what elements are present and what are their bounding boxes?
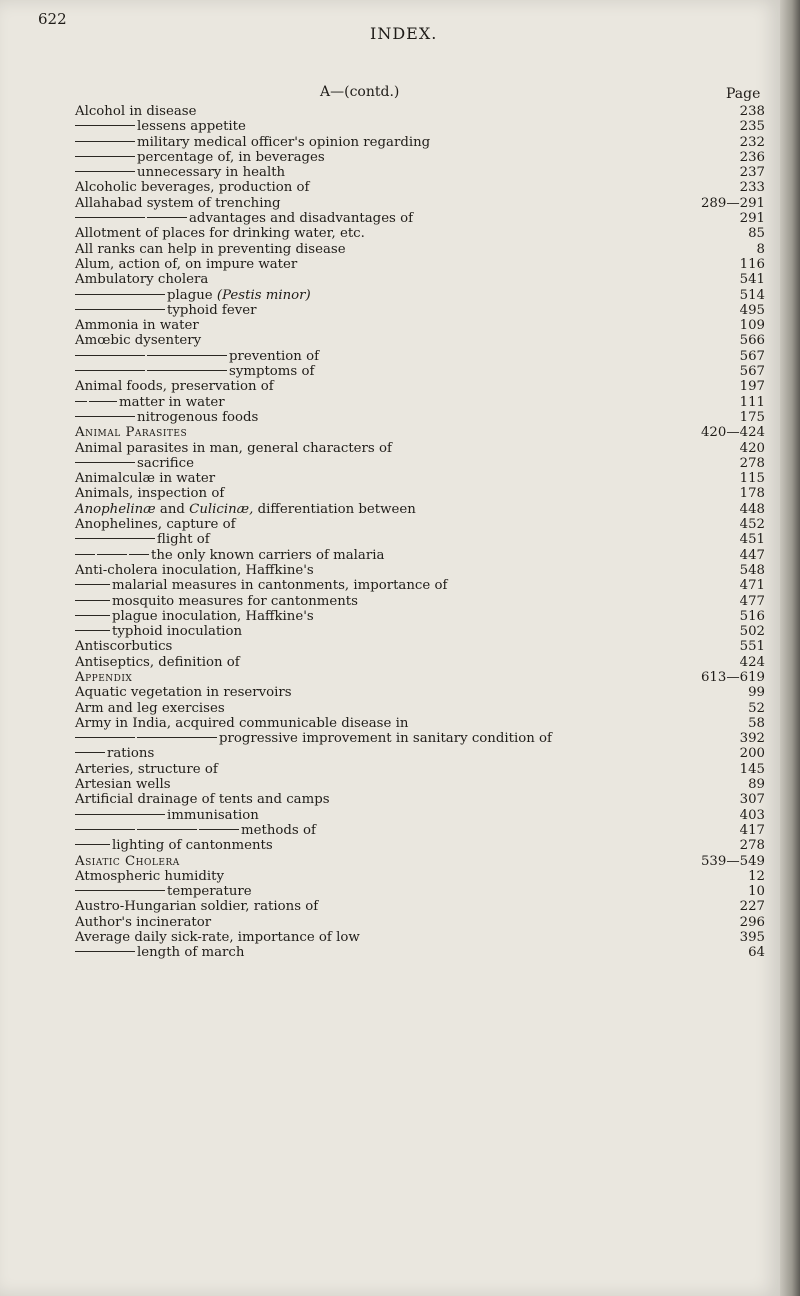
entry-page-ref: 291: [739, 211, 765, 227]
index-entry: [75, 578, 765, 593]
entry-label: Antiscorbutics: [75, 639, 173, 655]
entry-label: Animal parasites in man, general characters of: [75, 440, 392, 456]
index-entry: [75, 869, 765, 884]
entry-label: length of march: [137, 945, 245, 961]
entry-page-ref: 58: [748, 715, 765, 731]
index-entry: [75, 180, 765, 195]
continuation-dash: [75, 309, 165, 310]
index-entry: [75, 410, 765, 425]
index-entry: [75, 257, 765, 272]
entry-text: [75, 945, 244, 960]
entry-text: [75, 303, 256, 318]
entry-page-ref: 236: [739, 149, 765, 165]
entry-text: [75, 425, 187, 440]
entry-label: Austro-Hungarian soldier, rations of: [75, 899, 319, 915]
index-entry: [75, 211, 765, 226]
entry-page-ref: 613—619: [700, 669, 765, 685]
entry-text: [75, 823, 316, 838]
entry-page-ref: 420—424: [700, 425, 765, 441]
entry-page-ref: 495: [739, 302, 765, 318]
continuation-dash: [75, 829, 135, 830]
entry-text: [75, 486, 224, 501]
entry-text: [75, 777, 171, 792]
entry-label: Animal foods, preservation of: [75, 379, 274, 395]
entry-label: Aquatic vegetation in reservoirs: [75, 685, 292, 701]
entry-text: [75, 395, 225, 410]
entry-text: [75, 471, 215, 486]
continuation-dash: [75, 156, 135, 157]
entry-label: All ranks can help in preventing disease: [75, 241, 346, 257]
entry-page-ref: 548: [739, 562, 765, 578]
page-column-heading: Page: [726, 86, 761, 102]
entry-label: progressive improvement in sanitary condition of: [219, 731, 552, 747]
entry-text: [75, 502, 416, 517]
entry-label: Atmospheric humidity: [75, 868, 224, 884]
entry-page-ref: 237: [739, 165, 765, 181]
index-entry: [75, 899, 765, 914]
entry-page-ref: 278: [739, 838, 765, 854]
index-entry: [75, 884, 765, 899]
index-entry: [75, 288, 765, 303]
entry-text: [75, 257, 297, 272]
entry-text: [75, 441, 392, 456]
index-entry: [75, 731, 765, 746]
index-entry: [75, 716, 765, 731]
index-entry: [75, 303, 765, 318]
continuation-dash: [147, 355, 227, 356]
index-entry: [75, 563, 765, 578]
entry-text: [75, 930, 360, 945]
entry-page-ref: 278: [739, 455, 765, 471]
index-entry: [75, 594, 765, 609]
index-entry: [75, 135, 765, 150]
entry-text: [75, 884, 252, 899]
continuation-dash: [75, 600, 110, 601]
index-entry: [75, 685, 765, 700]
entry-page-ref: 111: [739, 394, 765, 410]
entry-text: [75, 899, 318, 914]
entry-page-ref: 145: [739, 761, 765, 777]
entry-page-ref: 551: [739, 639, 765, 655]
entry-page-ref: 64: [748, 945, 765, 961]
entry-text: [75, 701, 225, 716]
entry-page-ref: 232: [739, 134, 765, 150]
index-entry: [75, 471, 765, 486]
entry-label: and: [159, 501, 185, 517]
entry-page-ref: 227: [739, 899, 765, 915]
entry-page-ref: 197: [739, 379, 765, 395]
entry-text: [75, 731, 552, 746]
page-edge: [780, 0, 800, 1296]
entry-label: percentage of, in beverages: [137, 149, 325, 165]
continuation-dash: [137, 829, 197, 830]
entry-page-ref: 178: [739, 486, 765, 502]
index-entry: [75, 808, 765, 823]
index-entry: [75, 517, 765, 532]
continuation-dash: [199, 829, 239, 830]
index-entry: [75, 150, 765, 165]
entry-label: lighting of cantonments: [112, 838, 273, 854]
index-entry: [75, 333, 765, 348]
entry-text: [75, 364, 314, 379]
entry-text: [75, 594, 358, 609]
entry-label: Author's incinerator: [75, 914, 212, 930]
index-entries: [75, 104, 765, 961]
entry-text: [75, 135, 430, 150]
entry-text: [75, 655, 240, 670]
index-entry: [75, 104, 765, 119]
entry-text: [75, 578, 447, 593]
entry-page-ref: 99: [748, 685, 765, 701]
entry-label: malarial measures in cantonments, importance of: [112, 578, 448, 594]
index-entry: [75, 318, 765, 333]
continuation-dash: [89, 401, 117, 402]
entry-text: [75, 624, 242, 639]
index-entry: [75, 945, 765, 960]
entry-page-ref: 541: [739, 272, 765, 288]
entry-page-ref: 12: [748, 868, 765, 884]
index-entry: [75, 762, 765, 777]
entry-text: [75, 180, 309, 195]
entry-text: [75, 548, 384, 563]
index-entry: [75, 425, 765, 440]
entry-text: [75, 762, 218, 777]
continuation-dash: [75, 615, 110, 616]
index-entry: [75, 915, 765, 930]
entry-label: temperature: [167, 884, 252, 900]
entry-page-ref: 451: [739, 532, 765, 548]
entry-text: [75, 563, 314, 578]
entry-page-ref: 89: [748, 777, 765, 793]
entry-label: prevention of: [229, 348, 320, 364]
continuation-dash: [75, 217, 145, 218]
entry-text: [75, 272, 208, 287]
entry-label: Alum, action of, on impure water: [75, 256, 298, 272]
entry-page-ref: 477: [739, 593, 765, 609]
entry-label: Antiseptics, definition of: [75, 654, 240, 670]
entry-label: Appendix: [75, 669, 133, 685]
continuation-dash: [75, 844, 110, 845]
entry-label-cont: differentiation between: [257, 501, 416, 517]
continuation-dash: [75, 141, 135, 142]
entry-label: Anti-cholera inoculation, Haffkine's: [75, 562, 314, 578]
entry-text: [75, 456, 194, 471]
entry-label: Anophelines, capture of: [75, 517, 236, 533]
entry-label: Animal Parasites: [75, 425, 188, 441]
entry-page-ref: 289—291: [700, 195, 765, 211]
entry-page-ref: 235: [739, 119, 765, 135]
index-entry: [75, 670, 765, 685]
entry-text: [75, 639, 172, 654]
entry-page-ref: 471: [739, 578, 765, 594]
continuation-dash: [75, 125, 135, 126]
entry-text: [75, 854, 180, 869]
index-entry: [75, 165, 765, 180]
entry-page-ref: 420: [739, 440, 765, 456]
entry-text: [75, 242, 346, 257]
page-number: 622: [38, 10, 67, 28]
entry-text: [75, 150, 325, 165]
entry-label: plague: [167, 287, 213, 303]
continuation-dash: [75, 355, 145, 356]
entry-page-ref: 566: [739, 333, 765, 349]
entry-label: Artesian wells: [75, 777, 171, 793]
entry-text: [75, 532, 210, 547]
entry-text: [75, 196, 281, 211]
entry-text: [75, 746, 154, 761]
entry-page-ref: 109: [739, 318, 765, 334]
entry-label: advantages and disadvantages of: [189, 211, 414, 227]
entry-label: typhoid inoculation: [112, 624, 243, 640]
index-entry: [75, 196, 765, 211]
entry-label: rations: [107, 746, 155, 762]
entry-label: Arteries, structure of: [75, 761, 218, 777]
index-entry: [75, 242, 765, 257]
entry-text: [75, 792, 330, 807]
entry-label: Ambulatory cholera: [75, 272, 209, 288]
continuation-dash: [75, 630, 110, 631]
index-entry: [75, 441, 765, 456]
index-entry: [75, 532, 765, 547]
index-entry: [75, 655, 765, 670]
index-entry: [75, 777, 765, 792]
entry-label: Animals, inspection of: [75, 486, 225, 502]
continuation-dash: [75, 814, 165, 815]
entry-text: [75, 318, 199, 333]
entry-text: [75, 333, 201, 348]
index-entry: [75, 823, 765, 838]
entry-page-ref: 52: [748, 700, 765, 716]
entry-page-ref: 85: [748, 226, 765, 242]
entry-label: military medical officer's opinion regarding: [137, 134, 431, 150]
entry-page-ref: 417: [739, 822, 765, 838]
entry-label: mosquito measures for cantonments: [112, 593, 358, 609]
continuation-dash: [75, 462, 135, 463]
page-header: INDEX.: [370, 24, 438, 43]
index-entry: [75, 456, 765, 471]
index-entry: [75, 119, 765, 134]
entry-text: [75, 410, 258, 425]
entry-page-ref: 296: [739, 914, 765, 930]
entry-label: Average daily sick-rate, importance of low: [75, 930, 360, 946]
entry-label: Amœbic dysentery: [75, 333, 202, 349]
entry-page-ref: 115: [739, 471, 765, 487]
continuation-dash: [137, 737, 217, 738]
index-entry: [75, 548, 765, 563]
continuation-dash: [75, 890, 165, 891]
entry-page-ref: 392: [739, 731, 765, 747]
entry-label: immunisation: [167, 807, 259, 823]
entry-page-ref: 307: [739, 792, 765, 808]
index-entry: [75, 395, 765, 410]
index-entry: [75, 930, 765, 945]
entry-label: Arm and leg exercises: [75, 700, 225, 716]
entry-text: [75, 211, 413, 226]
entry-label: Artificial drainage of tents and camps: [75, 792, 330, 808]
continuation-dash: [147, 217, 187, 218]
entry-label: unnecessary in health: [137, 165, 286, 181]
entry-text: [75, 915, 211, 930]
index-entry: [75, 349, 765, 364]
entry-label: the only known carriers of malaria: [151, 547, 385, 563]
entry-label: Alcohol in disease: [75, 104, 197, 119]
entry-label: Army in India, acquired communicable disease in: [75, 715, 409, 731]
entry-label: nitrogenous foods: [137, 409, 259, 425]
entry-text: [75, 349, 319, 364]
entry-page-ref: 447: [739, 547, 765, 563]
index-entry: [75, 746, 765, 761]
index-entry: [75, 486, 765, 501]
entry-label: methods of: [241, 822, 316, 838]
continuation-dash: [75, 171, 135, 172]
index-entry: [75, 639, 765, 654]
entry-text: [75, 838, 273, 853]
entry-label: plague inoculation, Haffkine's: [112, 608, 314, 624]
continuation-dash: [75, 584, 110, 585]
continuation-dash: [97, 554, 127, 555]
entry-text: [75, 379, 274, 394]
index-entry: [75, 226, 765, 241]
section-heading: A—(contd.): [320, 84, 400, 100]
entry-text: [75, 670, 132, 685]
entry-label: Asiatic Cholera: [75, 853, 180, 869]
entry-page-ref: 424: [739, 654, 765, 670]
entry-label: symptoms of: [229, 364, 315, 380]
continuation-dash: [129, 554, 149, 555]
entry-label: matter in water: [119, 394, 225, 410]
continuation-dash: [147, 370, 227, 371]
index-entry: [75, 609, 765, 624]
entry-label: flight of: [157, 532, 210, 548]
index-entry: [75, 792, 765, 807]
continuation-dash: [75, 737, 135, 738]
entry-italic: Anophelinæ: [75, 501, 156, 517]
entry-label: typhoid fever: [167, 302, 257, 318]
entry-page-ref: 403: [739, 807, 765, 823]
entry-label: Alcoholic beverages, production of: [75, 180, 310, 196]
entry-label: Animalculæ in water: [75, 471, 216, 487]
entry-page-ref: 567: [739, 348, 765, 364]
entry-page-ref: 8: [756, 241, 765, 257]
entry-text: [75, 226, 365, 241]
continuation-dash: [75, 370, 145, 371]
entry-page-ref: 516: [739, 608, 765, 624]
index-entry: [75, 854, 765, 869]
index-entry: [75, 364, 765, 379]
entry-italic: Culicinæ,: [189, 501, 254, 517]
continuation-dash: [75, 951, 135, 952]
continuation-dash: [75, 538, 155, 539]
entry-page-ref: 514: [739, 287, 765, 303]
entry-page-ref: 395: [739, 930, 765, 946]
entry-text: [75, 119, 246, 134]
entry-text: [75, 685, 292, 700]
entry-page-ref: 175: [739, 409, 765, 425]
index-entry: [75, 701, 765, 716]
entry-page-ref: 539—549: [700, 853, 765, 869]
entry-page-ref: 452: [739, 517, 765, 533]
entry-label: sacrifice: [137, 455, 194, 471]
continuation-dash: [75, 294, 165, 295]
entry-label: lessens appetite: [137, 119, 246, 135]
continuation-dash: [75, 401, 87, 402]
entry-text: [75, 869, 224, 884]
entry-text: [75, 104, 196, 119]
entry-page-ref: 238: [739, 104, 765, 119]
index-entry: [75, 379, 765, 394]
entry-page-ref: 502: [739, 624, 765, 640]
entry-page-ref: 10: [748, 884, 765, 900]
entry-label: Ammonia in water: [75, 318, 199, 334]
continuation-dash: [75, 416, 135, 417]
entry-page-ref: 200: [739, 746, 765, 762]
index-entry: [75, 838, 765, 853]
entry-text: [75, 517, 236, 532]
entry-label: Allotment of places for drinking water, etc.: [75, 226, 365, 242]
entry-page-ref: 448: [739, 501, 765, 517]
continuation-dash: [75, 554, 95, 555]
entry-page-ref: 567: [739, 364, 765, 380]
entry-text: [75, 716, 408, 731]
entry-text: [75, 808, 259, 823]
index-entry: [75, 624, 765, 639]
entry-label: Allahabad system of trenching: [75, 195, 281, 211]
index-entry: [75, 272, 765, 287]
entry-page-ref: 233: [739, 180, 765, 196]
entry-text: [75, 165, 285, 180]
continuation-dash: [75, 752, 105, 753]
entry-text: [75, 609, 314, 624]
index-entry: [75, 502, 765, 517]
entry-italic: (Pestis minor): [216, 287, 311, 303]
entry-text: [75, 288, 311, 303]
entry-page-ref: 116: [739, 256, 765, 272]
